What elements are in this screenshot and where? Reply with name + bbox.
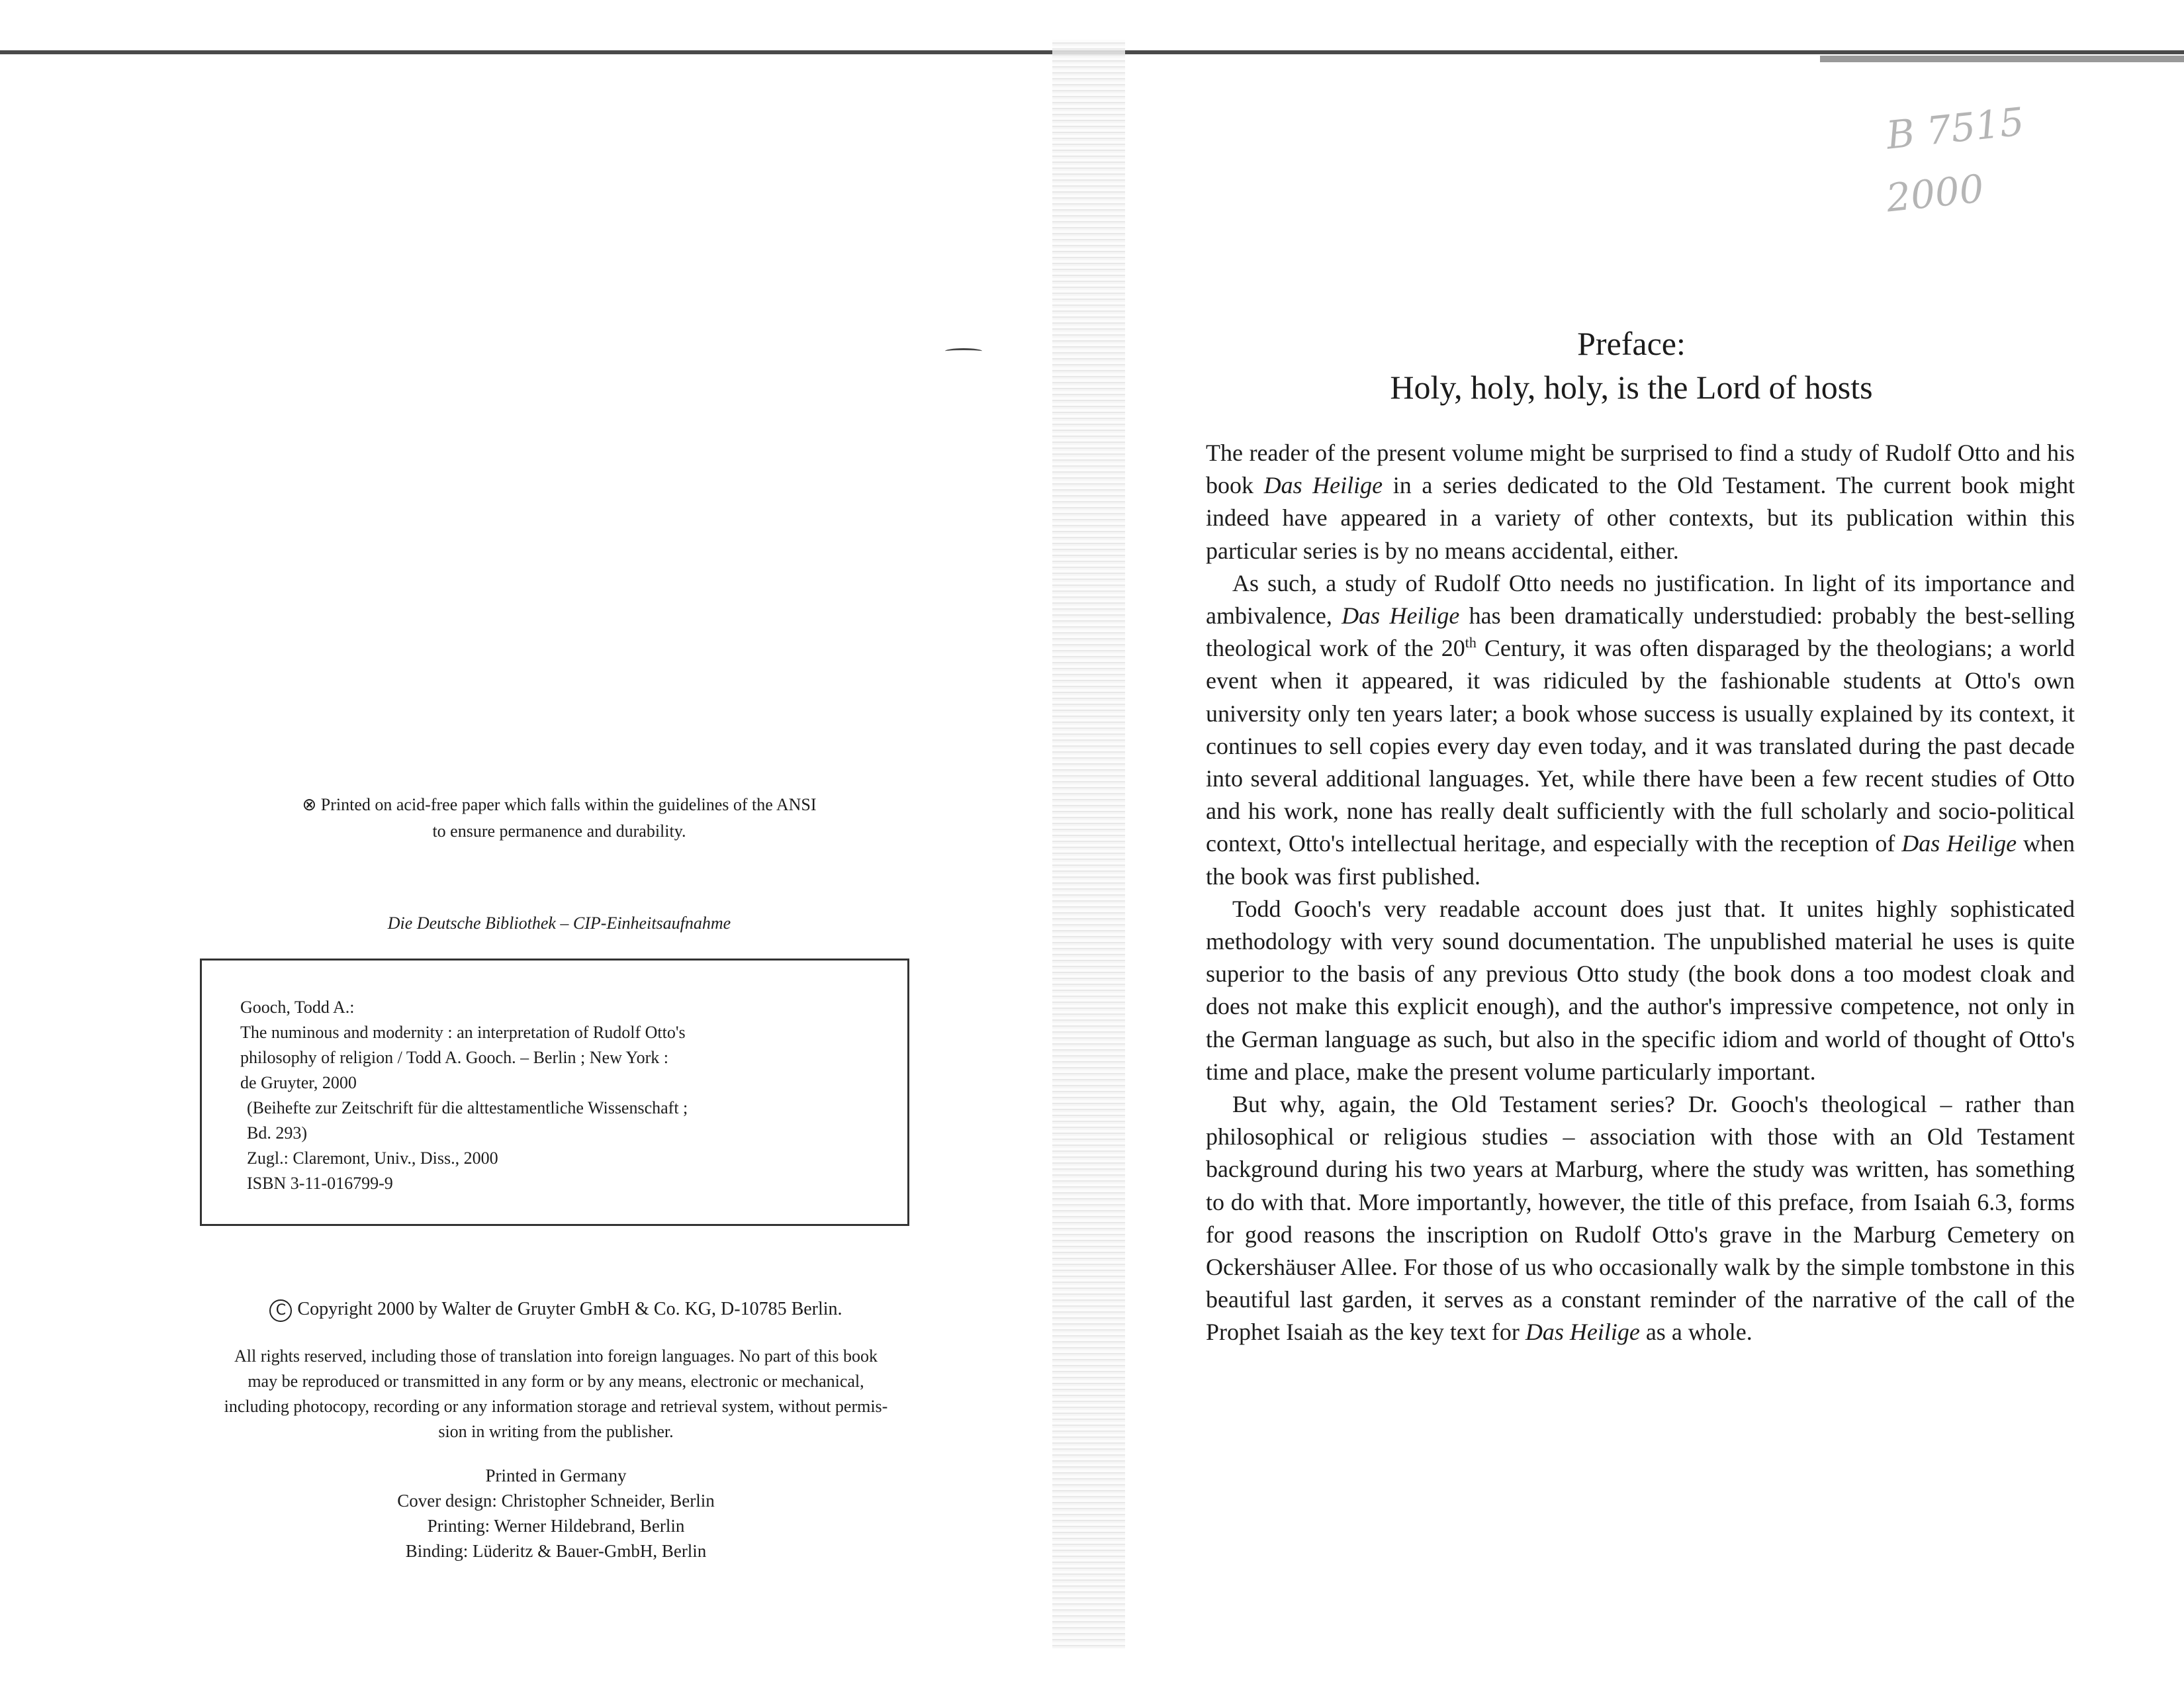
rights-line1: All rights reserved, including those of translation into foreign languages. No part of this book [234, 1346, 878, 1366]
stray-mark [945, 348, 982, 354]
paragraph-2-c: Century, it was often disparaged by the theologians; a world event when it appeared, it was ridiculed by the fashionable students at Otto's own university only ten years later; a book whose success is usually explained by its context, it continues to sell copies every day even today, and it was translated during the past decade into several additional languages. Yet, while there have been a few recent studies of Otto and his work, none has really dealt sufficiently with the full scholarly and socio-political context, Otto's intellectual heritage, and especially with the reception of [1206, 635, 2075, 857]
cip-record-box [200, 959, 909, 1226]
copyright-icon: C [269, 1299, 292, 1322]
book-title-italic: Das Heilige [1263, 472, 1383, 499]
cip-thesis: Zugl.: Claremont, Univ., Diss., 2000 [247, 1149, 498, 1168]
paragraph-4-a: But why, again, the Old Testament series? Dr. Gooch's theological – rather than philosophical or religious studies – association with those with an Old Testament background during his two years at Marburg, where the study was written, has something to do with that. More importantly, however, the title of this preface, from Isaiah 6.3, forms for good reasons the inscription on Rudolf Otto's grave in the Marburg Cemetery on Ockershäuser Allee. For those of us who occasionally walk by the simple tombstone in this beautiful last garden, it serves as a constant reminder of the narrative of the call of the Prophet Isaiah as the key text for [1206, 1091, 2075, 1346]
paragraph-2-b: has been dramatically understudied: probably the best-selling theological work of the 20 [1206, 602, 2075, 662]
book-title-italic: Das Heilige [1901, 830, 2017, 857]
paragraph-3: Todd Gooch's very readable account does just that. It unites highly sophisticated methodology with very sound documentation. The unpublished material he uses is quite superior to the basis of any previous Otto study (the book dons a too modest cloak and does not make this explicit enough), and the author's impressive competence, not only in the German language as such, but also in the specific idiom and world of thought of Otto's time and place, make the present volume particularly important. [1206, 895, 2075, 1085]
book-title-italic: Das Heilige [1342, 602, 1460, 630]
preface-title [1317, 322, 1946, 409]
cip-series-line2: Bd. 293) [247, 1123, 307, 1143]
paragraph-4 [1206, 1088, 2075, 1349]
copyright-text: Copyright 2000 by Walter de Gruyter GmbH & Co. KG, D-10785 Berlin. [297, 1299, 842, 1319]
printing-info [291, 1463, 821, 1564]
paragraph-2 [1206, 567, 2075, 893]
printing: Printing: Werner Hildebrand, Berlin [427, 1516, 685, 1536]
copyright-line [159, 1299, 953, 1322]
left-page [0, 0, 1052, 1688]
paragraph-2-d: when the book was first published. [1206, 830, 2075, 890]
rights-line2: may be reproduced or transmitted in any form or by any means, electronic or mechanical, [248, 1372, 864, 1391]
paragraph-4-b: as a whole. [1639, 1319, 1752, 1346]
paragraph-1-rest: in a series dedicated to the Old Testament. The current book might indeed have appeared in a variety of other contexts, but its publication within this particular series is by no means accidental, either. [1206, 472, 2075, 564]
handwritten-callnumber: B 7515 [1884, 99, 2026, 158]
paper-note-line1: Printed on acid-free paper which falls within the guidelines of the ANSI [320, 795, 817, 814]
acid-free-paper-note [179, 792, 940, 845]
superscript-th: th [1465, 634, 1477, 651]
cip-series-line1: (Beihefte zur Zeitschrift für die alttestamentliche Wissenschaft ; [247, 1098, 688, 1117]
acid-free-icon: ⊗ [302, 795, 317, 815]
preface-title-line2: Holy, holy, holy, is the Lord of hosts [1390, 369, 1873, 406]
book-title-italic: Das Heilige [1525, 1319, 1640, 1346]
preface-body [1206, 437, 2075, 1349]
printed-in: Printed in Germany [485, 1466, 627, 1485]
paragraph-2-a: As such, a study of Rudolf Otto needs no justification. In light of its importance and ambivalence, [1206, 569, 2075, 630]
cip-title-line1: The numinous and modernity : an interpretation of Rudolf Otto's [240, 1023, 686, 1042]
cip-title-line2: philosophy of religion / Todd A. Gooch. – Berlin ; New York : [240, 1048, 668, 1067]
rights-line3: including photocopy, recording or any information storage and retrieval system, without permis- [224, 1397, 888, 1416]
cip-author: Gooch, Todd A.: [240, 998, 355, 1017]
handwritten-year: 2000 [1884, 165, 1986, 221]
cover-design: Cover design: Christopher Schneider, Berlin [397, 1491, 715, 1511]
rights-notice [106, 1344, 1006, 1444]
preface-title-line1: Preface: [1577, 325, 1686, 362]
paragraph-1-text: The reader of the present volume might be surprised to find a study of Rudolf Otto and his book [1206, 440, 2075, 499]
paragraph-1 [1206, 437, 2075, 567]
paper-note-line2: to ensure permanence and durability. [432, 821, 686, 841]
rights-line4: sion in writing from the publisher. [438, 1422, 674, 1441]
cip-isbn: ISBN 3-11-016799-9 [247, 1174, 393, 1193]
binding: Binding: Lüderitz & Bauer-GmbH, Berlin [405, 1541, 707, 1561]
cip-title-line3: de Gruyter, 2000 [240, 1073, 357, 1092]
book-gutter [1052, 40, 1125, 1648]
cip-heading: Die Deutsche Bibliothek – CIP-Einheitsaufnahme [387, 914, 731, 933]
